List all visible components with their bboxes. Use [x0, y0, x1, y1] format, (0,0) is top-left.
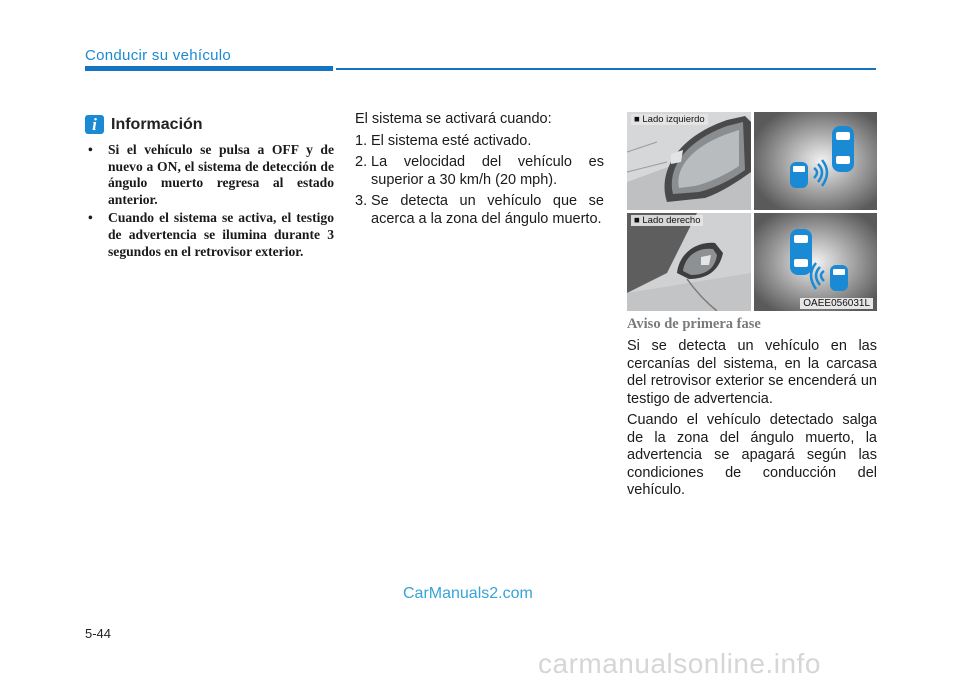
page-number: 5-44 — [85, 626, 112, 641]
first-stage-paragraph: Cuando el vehículo detectado salga de la zona del ángulo muerto, la advertencia se apagará según las condiciones de conducción del vehículo. — [627, 412, 877, 498]
site-watermark: carmanualsonline.info — [538, 648, 821, 679]
activation-intro: El sistema se activará cuando: — [355, 111, 552, 127]
left-mirror-image — [627, 112, 751, 210]
right-mirror-image — [627, 213, 751, 311]
blind-spot-figure — [627, 112, 877, 311]
info-bullets — [85, 142, 334, 262]
info-title: Información — [111, 116, 203, 133]
left-detection-diagram — [754, 112, 877, 210]
list-item: 3. Se detecta un vehículo que se acerca a la zona del ángulo muerto. — [355, 193, 604, 227]
first-stage-paragraph: Si se detecta un vehículo en las cercanías del sistema, en la carcasa del retrovisor exterior se encenderá un testigo de advertencia. — [627, 338, 877, 407]
watermark-link[interactable]: CarManuals2.com — [403, 585, 533, 602]
activation-conditions — [355, 111, 604, 232]
list-item: 2. La velocidad del vehículo es superior a 30 km/h (20 mph). — [355, 154, 604, 188]
info-bullet: • Cuando el sistema se activa, el testigo de advertencia se ilumina durante 3 segundos en el retrovisor exterior. — [88, 210, 334, 259]
first-stage-warning — [627, 316, 877, 504]
list-item: 1. El sistema esté activado. — [355, 132, 532, 149]
first-stage-heading: Aviso de primera fase — [627, 316, 761, 332]
section-title: Conducir su vehículo — [85, 47, 232, 64]
figure-code: OAEE056031L — [800, 298, 873, 309]
label-right-side: ■ Lado derecho — [631, 215, 703, 226]
header-rule — [336, 68, 876, 70]
label-left-side: ■ Lado izquierdo — [631, 114, 708, 125]
header-bar — [85, 66, 333, 71]
info-bullet: • Si el vehículo se pulsa a OFF y de nuevo a ON, el sistema de detección de ángulo muerto regresa al estado anterior. — [88, 142, 334, 207]
right-detection-diagram — [754, 213, 877, 311]
info-icon: i — [85, 115, 104, 134]
